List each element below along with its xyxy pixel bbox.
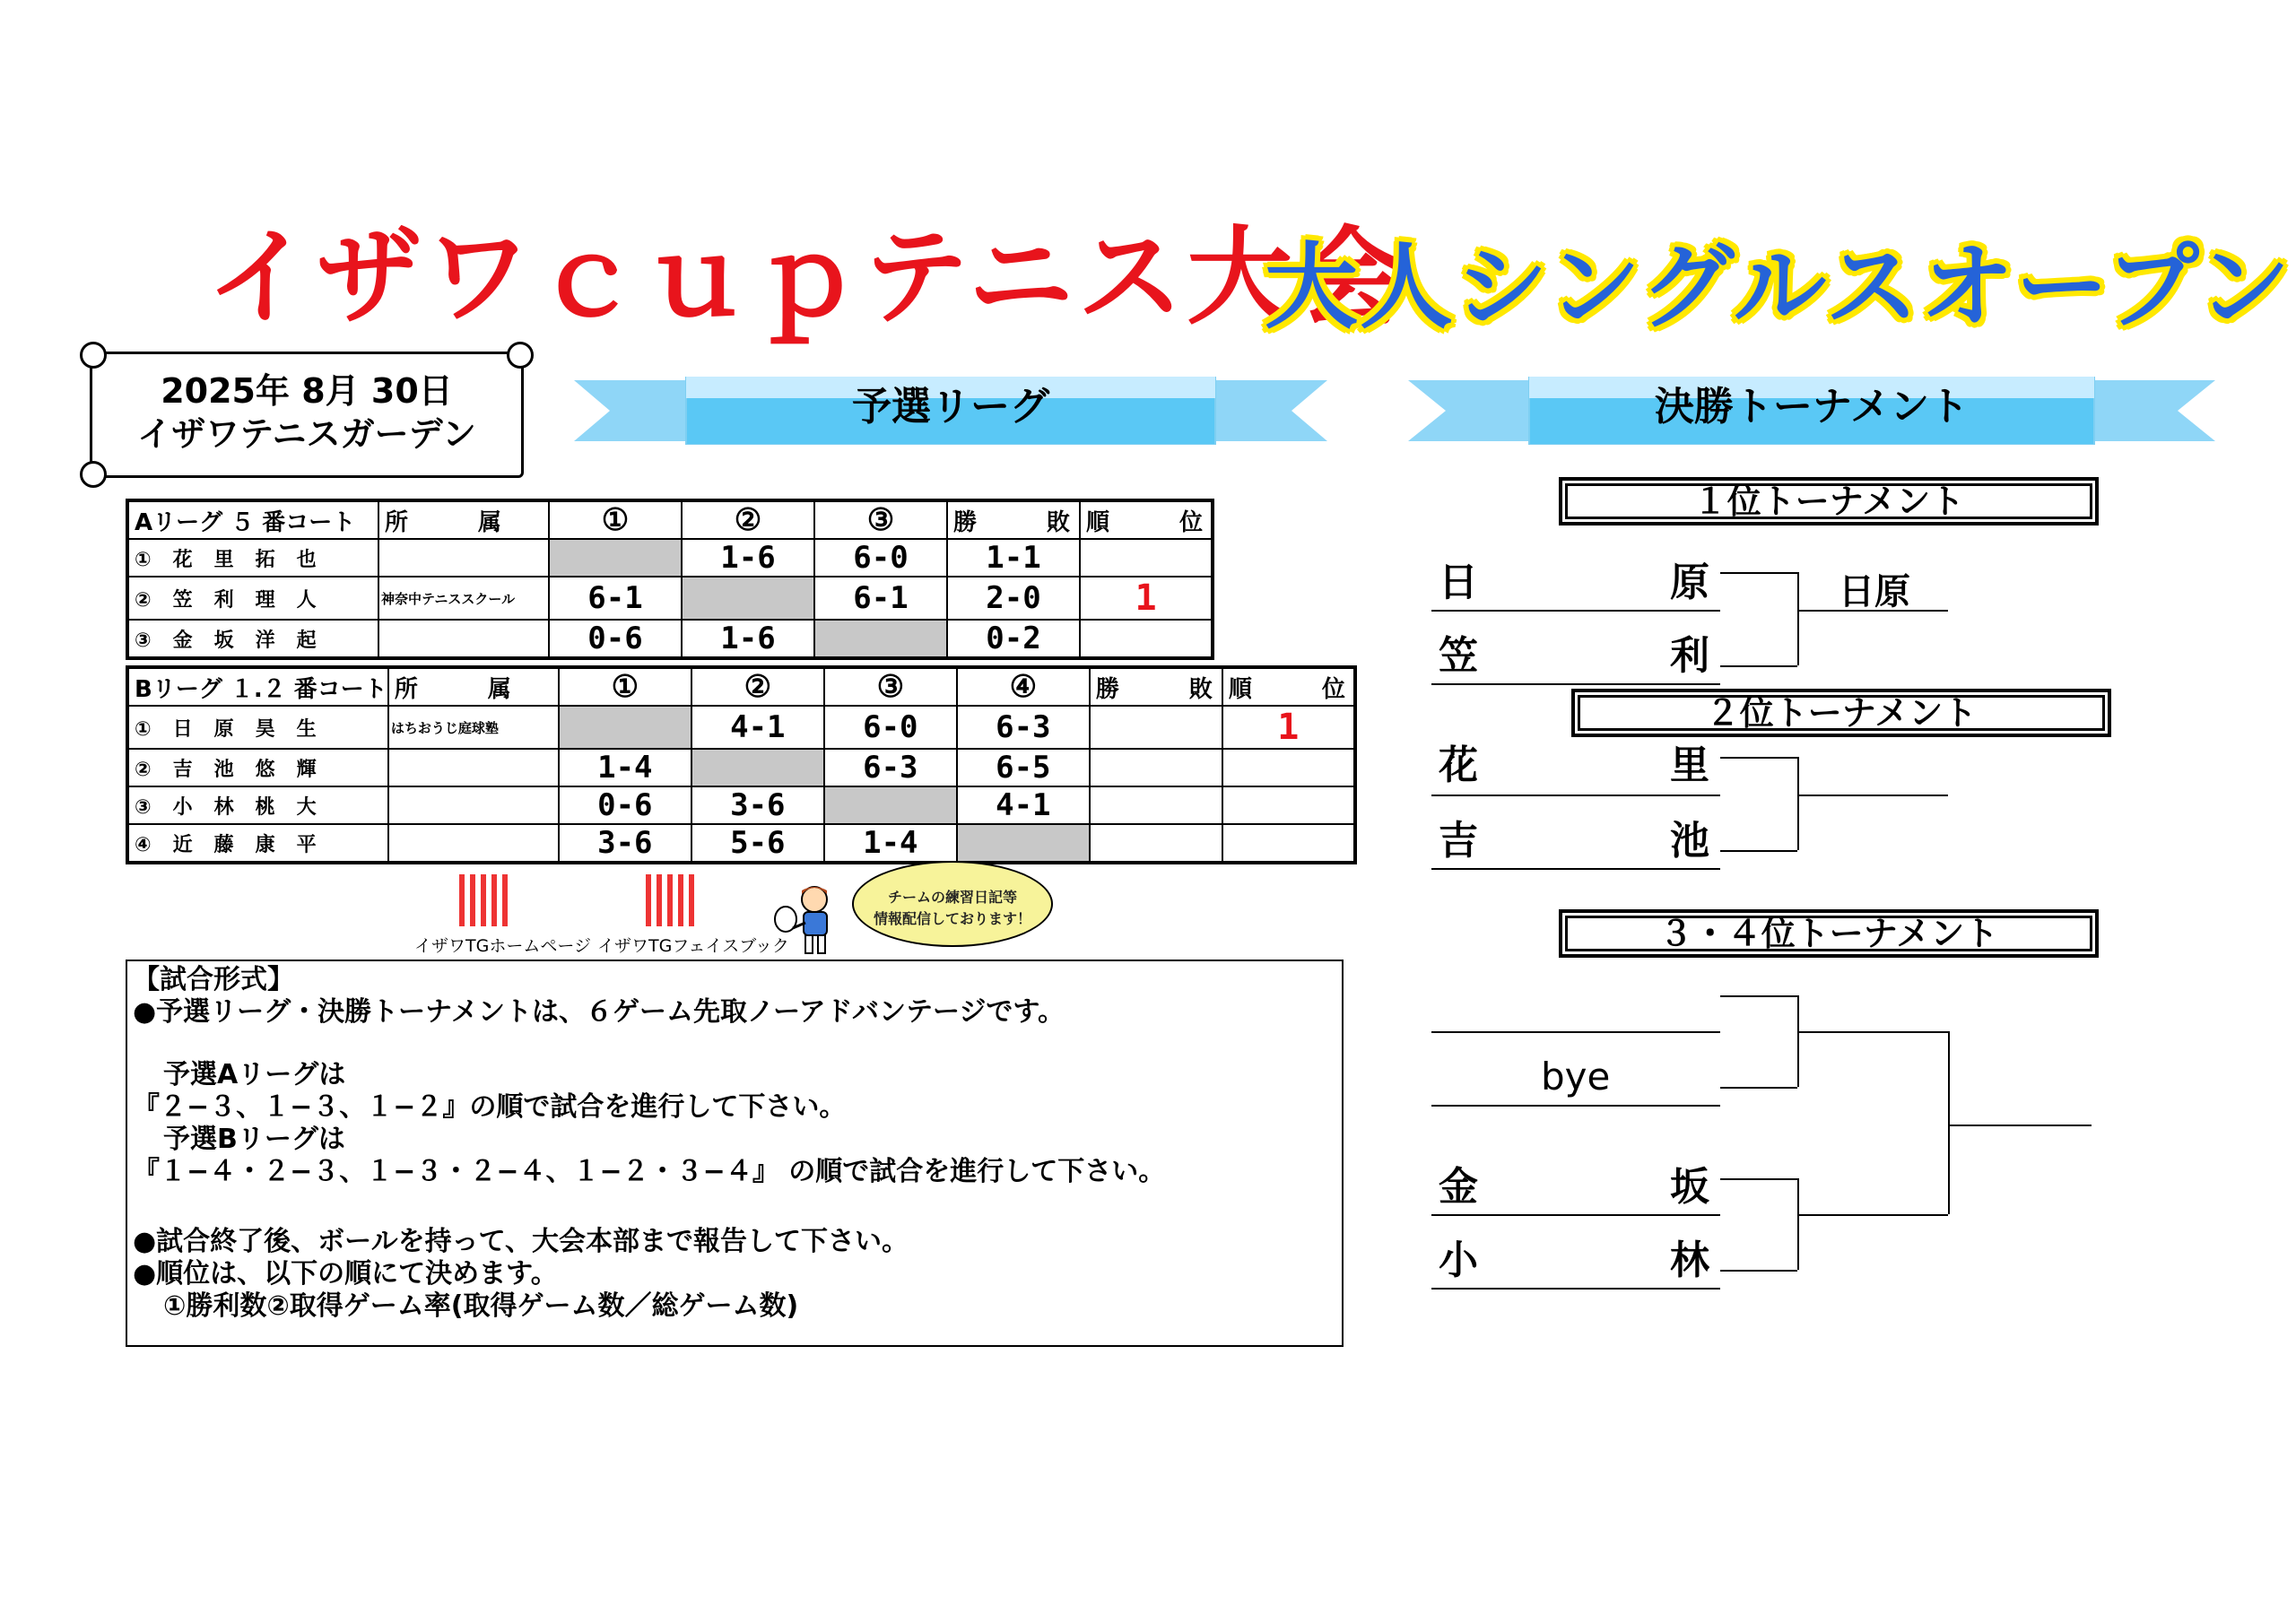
score-cell: 6-5 bbox=[957, 749, 1090, 786]
info-bubble bbox=[852, 861, 1053, 947]
score-cell: 6-3 bbox=[824, 749, 957, 786]
score-cell: 0-6 bbox=[549, 620, 682, 658]
player-name: ①日原昊生 bbox=[127, 706, 388, 749]
rules-line: ●試合終了後、ボールを持って、大会本部まで報告して下さい。 bbox=[133, 1226, 909, 1257]
table-header: ② bbox=[691, 667, 824, 706]
first-place-title: １位トーナメント bbox=[1559, 477, 2099, 525]
score-cell: 4-1 bbox=[957, 786, 1090, 824]
win-loss bbox=[1090, 824, 1222, 863]
rules-line: ●順位は、以下の順にて決めます。 bbox=[133, 1258, 558, 1290]
bracket-name: 里 bbox=[1670, 743, 1709, 788]
score-cell: 4-1 bbox=[691, 706, 824, 749]
bracket-name: 花 bbox=[1439, 743, 1478, 788]
table-row bbox=[127, 577, 1213, 620]
bracket-name: 利 bbox=[1670, 633, 1709, 679]
bracket-line bbox=[1948, 1031, 1950, 1214]
bracket-line bbox=[1720, 850, 1797, 852]
bracket-line bbox=[1431, 610, 1720, 612]
bracket-name: 小 bbox=[1439, 1238, 1478, 1283]
table-header: ① bbox=[559, 667, 691, 706]
win-loss bbox=[1090, 706, 1222, 749]
bracket-line bbox=[1431, 1288, 1720, 1290]
self-cell bbox=[957, 824, 1090, 863]
rules-line: 予選Aリーグは bbox=[163, 1059, 346, 1090]
win-loss: 2-0 bbox=[947, 577, 1080, 620]
rank: 1 bbox=[1080, 577, 1213, 620]
table-header: ④ bbox=[957, 667, 1090, 706]
bracket-name: 吉 bbox=[1439, 818, 1478, 864]
tournament-banner-label: 決勝トーナメント bbox=[1654, 384, 1970, 430]
player-name: ③金坂洋起 bbox=[127, 620, 378, 658]
table-header-row bbox=[127, 500, 1213, 539]
scroll-curl-icon bbox=[507, 342, 534, 369]
bracket-line bbox=[1797, 795, 1948, 796]
bracket-line bbox=[1720, 572, 1797, 574]
table-row bbox=[127, 786, 1355, 824]
rules-line: 予選Bリーグは bbox=[163, 1124, 345, 1155]
bracket-line bbox=[1720, 995, 1797, 997]
qr-code-icon[interactable] bbox=[459, 874, 511, 926]
score-cell: 6-3 bbox=[957, 706, 1090, 749]
rules-line: 『１−４・２−３、１−３・２−４、１−２・３−４』 の順で試合を進行して下さい。 bbox=[133, 1156, 1166, 1187]
date-scroll bbox=[90, 352, 524, 478]
player-name: ②笠利理人 bbox=[127, 577, 378, 620]
sub-title: 大人シングルスオープン bbox=[1265, 232, 2292, 342]
bracket-line bbox=[1431, 1031, 1720, 1033]
table-row bbox=[127, 749, 1355, 786]
table-header: 勝 敗 bbox=[947, 500, 1080, 539]
event-date: 2025年 8月 30日 bbox=[161, 371, 453, 411]
event-venue: イザワテニスガーデン bbox=[137, 414, 476, 454]
bracket-line bbox=[1797, 1214, 1948, 1216]
affiliation bbox=[378, 539, 549, 577]
league-banner-label: 予選リーグ bbox=[852, 384, 1049, 430]
affiliation: はちおうじ庭球塾 bbox=[388, 706, 559, 749]
self-cell bbox=[691, 749, 824, 786]
self-cell bbox=[559, 706, 691, 749]
bracket-line bbox=[1797, 757, 1799, 850]
bracket-bye: bye bbox=[1541, 1055, 1611, 1099]
table-header-row bbox=[127, 667, 1355, 706]
third-place-title: ３・４位トーナメント bbox=[1559, 909, 2099, 958]
win-loss: 0-2 bbox=[947, 620, 1080, 658]
score-cell: 1-6 bbox=[682, 539, 814, 577]
player-name: ②吉池悠輝 bbox=[127, 749, 388, 786]
table-header: 勝 敗 bbox=[1090, 667, 1222, 706]
bracket-line bbox=[1720, 757, 1797, 759]
table-header: 所 属 bbox=[388, 667, 559, 706]
self-cell bbox=[824, 786, 957, 824]
win-loss bbox=[1090, 786, 1222, 824]
affiliation: 神奈中テニススクール bbox=[378, 577, 549, 620]
win-loss bbox=[1090, 749, 1222, 786]
affiliation bbox=[388, 786, 559, 824]
win-loss: 1-1 bbox=[947, 539, 1080, 577]
rules-line: ●予選リーグ・決勝トーナメントは、６ゲーム先取ノーアドバンテージです。 bbox=[133, 996, 1065, 1028]
score-cell: 5-6 bbox=[691, 824, 824, 863]
bracket-name: 笠 bbox=[1439, 633, 1478, 679]
score-cell: 0-6 bbox=[559, 786, 691, 824]
rank bbox=[1222, 824, 1355, 863]
rank bbox=[1222, 786, 1355, 824]
table-header: ② bbox=[682, 500, 814, 539]
bracket-name: 池 bbox=[1670, 818, 1709, 864]
bracket-line bbox=[1431, 1105, 1720, 1107]
league-a-table bbox=[126, 499, 1214, 660]
bracket-name: 原 bbox=[1670, 560, 1709, 605]
score-cell: 3-6 bbox=[691, 786, 824, 824]
score-cell: 6-0 bbox=[824, 706, 957, 749]
scroll-curl-icon bbox=[80, 342, 107, 369]
table-header: Bリーグ １.２ 番コート bbox=[127, 667, 388, 706]
player-name: ③小林桃大 bbox=[127, 786, 388, 824]
table-row bbox=[127, 824, 1355, 863]
rules-heading: 【試合形式】 bbox=[133, 964, 294, 995]
score-cell: 6-0 bbox=[814, 539, 947, 577]
table-header: ① bbox=[549, 500, 682, 539]
table-row bbox=[127, 706, 1355, 749]
self-cell bbox=[682, 577, 814, 620]
score-cell: 1-4 bbox=[824, 824, 957, 863]
bubble-line-1: チームの練習日記等 bbox=[887, 889, 1017, 906]
affiliation bbox=[378, 620, 549, 658]
table-header: ③ bbox=[824, 667, 957, 706]
bracket-line bbox=[1797, 1031, 1948, 1033]
facebook-link[interactable]: イザワTGフェイスブック bbox=[597, 936, 789, 956]
scroll-curl-icon bbox=[80, 461, 107, 488]
bracket-line bbox=[1431, 1214, 1720, 1216]
bracket-name: 坂 bbox=[1670, 1164, 1709, 1210]
tennis-mascot-icon bbox=[771, 883, 852, 960]
bracket-name: 金 bbox=[1439, 1164, 1478, 1210]
table-header: ③ bbox=[814, 500, 947, 539]
table-header: 順 位 bbox=[1080, 500, 1213, 539]
bracket-line bbox=[1720, 1270, 1797, 1272]
score-cell: 1-4 bbox=[559, 749, 691, 786]
self-cell bbox=[814, 620, 947, 658]
rank bbox=[1080, 539, 1213, 577]
bracket-line bbox=[1720, 1087, 1797, 1089]
bracket-line bbox=[1948, 1125, 2092, 1126]
table-header: Aリーグ ５ 番コート bbox=[127, 500, 378, 539]
self-cell bbox=[549, 539, 682, 577]
bracket-line bbox=[1797, 1178, 1799, 1270]
score-cell: 3-6 bbox=[559, 824, 691, 863]
bracket-name: 林 bbox=[1670, 1238, 1709, 1283]
table-row bbox=[127, 539, 1213, 577]
bracket-line bbox=[1797, 995, 1799, 1087]
qr-code-icon[interactable] bbox=[646, 874, 698, 926]
tournament-banner bbox=[1408, 377, 2215, 445]
bracket-line bbox=[1720, 665, 1797, 667]
table-row bbox=[127, 620, 1213, 658]
score-cell: 1-6 bbox=[682, 620, 814, 658]
bubble-line-2: 情報配信しております！ bbox=[873, 910, 1031, 927]
score-cell: 6-1 bbox=[814, 577, 947, 620]
second-place-title: ２位トーナメント bbox=[1571, 689, 2111, 737]
rules-box bbox=[126, 960, 1344, 1347]
rules-line: ①勝利数②取得ゲーム率(取得ゲーム数／総ゲーム数) bbox=[163, 1290, 799, 1322]
rank bbox=[1080, 620, 1213, 658]
bracket-line bbox=[1720, 1178, 1797, 1180]
bracket-winner: 日原 bbox=[1839, 571, 1910, 612]
rank bbox=[1222, 749, 1355, 786]
bracket-line bbox=[1797, 572, 1799, 665]
player-name: ①花里拓也 bbox=[127, 539, 378, 577]
rules-line: 『２−３、１−３、１−２』の順で試合を進行して下さい。 bbox=[133, 1091, 847, 1123]
bracket-name: 日 bbox=[1439, 560, 1478, 605]
bracket-line bbox=[1431, 683, 1720, 685]
league-b-table bbox=[126, 665, 1357, 864]
score-cell: 6-1 bbox=[549, 577, 682, 620]
player-name: ④近藤康平 bbox=[127, 824, 388, 863]
home-link[interactable]: イザワTGホームページ bbox=[414, 936, 591, 956]
league-banner bbox=[574, 377, 1327, 445]
main-title: イザワｃｕｐテニス大会 bbox=[206, 215, 1406, 339]
table-header: 順 位 bbox=[1222, 667, 1355, 706]
bracket-line bbox=[1431, 795, 1720, 796]
table-header: 所 属 bbox=[378, 500, 549, 539]
affiliation bbox=[388, 824, 559, 863]
affiliation bbox=[388, 749, 559, 786]
bracket-line bbox=[1431, 868, 1720, 870]
rank: 1 bbox=[1222, 706, 1355, 749]
